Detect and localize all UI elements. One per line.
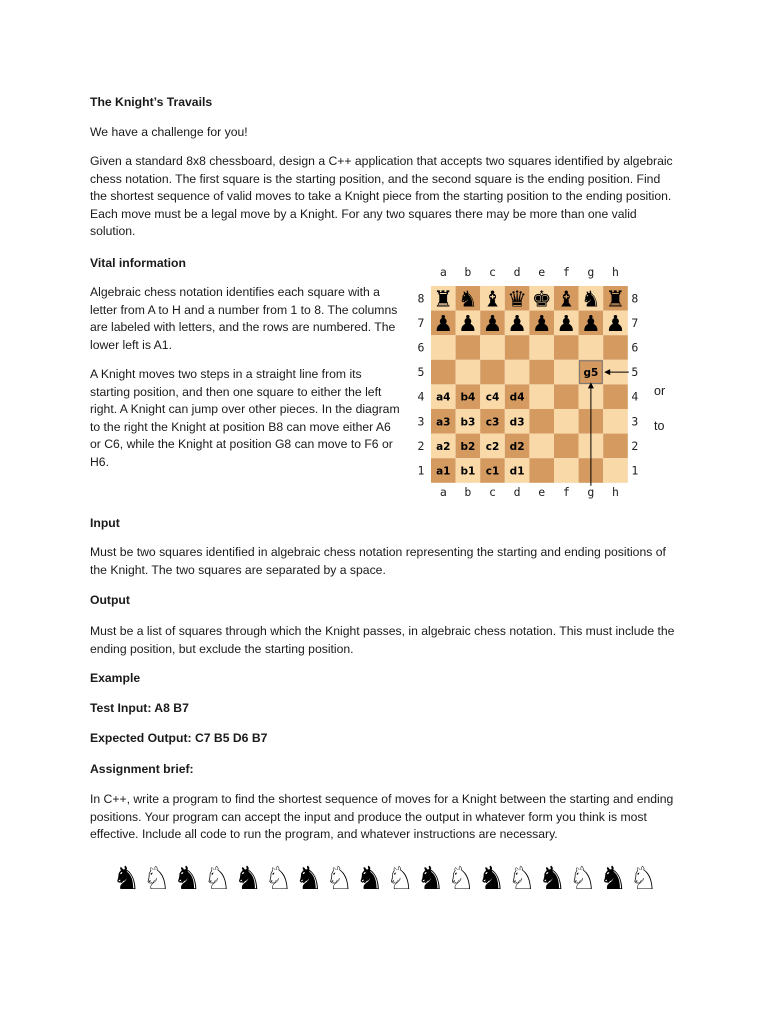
example-heading: Example [90,671,141,685]
square-label-g5: g5 [583,367,599,380]
white-knight-icon: ♘ [446,859,476,897]
chess-piece-g7: ♟ [581,311,601,337]
white-knight-icon: ♘ [264,859,293,897]
board-square-h2 [603,434,628,459]
square-label-d2: d2 [509,440,525,453]
vital-info-heading: Vital information [90,256,186,270]
chess-piece-e7: ♟ [531,311,552,337]
rank-label-right-4: 4 [631,389,639,404]
board-square-c6 [480,335,505,360]
rank-label-right-2: 2 [631,438,639,453]
side-note-or: or [654,384,666,398]
file-label-top-f: f [562,265,570,279]
square-label-a1: a1 [436,465,451,478]
file-label-bottom-g: g [587,484,595,499]
input-paragraph: Must be two squares identified in algebraic chess notation representing the starting and ending positions of the Knight. The two squares are separated by a space. [90,545,666,577]
input-heading: Input [90,516,120,530]
rank-label-left-6: 6 [417,340,425,355]
board-square-f3 [554,409,579,434]
white-knight-icon: ♘ [568,859,598,897]
board-square-h1 [603,458,628,483]
file-label-top-e: e [538,265,546,279]
document-title: The Knight’s Travails [90,95,213,109]
square-label-c1: c1 [485,465,500,478]
chess-piece-a8: ♜ [433,287,454,313]
square-label-d3: d3 [509,416,525,429]
square-label-d1: d1 [509,465,525,478]
file-label-top-a: a [439,265,447,279]
chess-piece-d8: ♛ [507,287,527,313]
black-knight-icon: ♞ [416,859,445,897]
white-knight-icon: ♘ [629,859,658,897]
assignment-brief-paragraph: In C++, write a program to find the shortest sequence of moves for a Knight between the starting and ending positions. Your program can accept the input and produce the output in whatever form you think is most effective. Include all code to run the program, and whatever instructions are necessary. [90,792,674,841]
black-knight-icon: ♞ [172,859,202,897]
rank-label-right-3: 3 [631,414,639,429]
square-label-a2: a2 [436,440,451,453]
knight-icons-row [112,858,658,898]
black-knight-icon: ♞ [355,859,385,897]
chess-piece-d7: ♟ [507,311,527,337]
white-knight-icon: ♘ [507,859,537,897]
square-label-b4: b4 [460,391,476,404]
file-label-bottom-f: f [562,484,570,499]
board-square-h4 [603,384,628,409]
rank-label-left-8: 8 [417,291,425,306]
square-label-b1: b1 [460,465,476,478]
black-knight-icon: ♞ [477,859,506,897]
chess-piece-h8: ♜ [605,287,626,313]
board-square-e2 [529,434,554,459]
board-square-d6 [505,335,530,360]
rank-label-left-2: 2 [417,438,425,453]
rank-label-right-7: 7 [631,315,639,330]
black-knight-icon: ♞ [537,859,567,897]
square-label-a3: a3 [436,416,451,429]
intro-text: We have a challenge for you! [90,125,248,139]
chess-piece-f7: ♟ [556,311,577,337]
file-label-bottom-c: c [489,484,496,499]
board-square-f1 [554,458,579,483]
rank-label-left-3: 3 [417,414,425,429]
side-note-to: to [654,419,665,433]
board-square-b5 [456,360,481,385]
white-knight-icon: ♘ [203,859,232,897]
assignment-brief-heading: Assignment brief: [90,762,194,776]
expected-output-line: Expected Output: C7 B5 D6 B7 [90,731,268,745]
rank-label-left-4: 4 [417,389,425,404]
board-square-f6 [554,335,579,360]
board-square-c5 [480,360,505,385]
board-square-e5 [529,360,554,385]
white-knight-icon: ♘ [142,859,172,897]
board-square-f2 [554,434,579,459]
board-square-b6 [456,335,481,360]
chess-piece-g8: ♞ [581,287,601,313]
chess-piece-h7: ♟ [605,311,626,337]
file-label-bottom-b: b [464,484,472,499]
rank-label-right-8: 8 [631,291,639,306]
chess-piece-b7: ♟ [458,311,478,337]
white-knight-icon: ♘ [385,859,415,897]
rank-label-left-5: 5 [417,365,425,380]
square-label-b3: b3 [460,416,476,429]
file-label-top-c: c [489,265,496,279]
board-square-e4 [529,384,554,409]
description-paragraph: Given a standard 8x8 chessboard, design a C++ application that accepts two squares identified by algebraic chess notation. The first square is the starting position, and the second square is the ending position. Find the shortest sequence of valid moves to take a Knight piece from the starting position to the ending position. Each move must be a legal move by a Knight. For any two squares there may be more than one valid solution. [90,154,673,238]
board-square-e1 [529,458,554,483]
chess-piece-a7: ♟ [433,311,454,337]
chess-piece-c8: ♝ [482,287,503,313]
chess-piece-b8: ♞ [458,287,478,313]
board-square-h6 [603,335,628,360]
board-square-f4 [554,384,579,409]
knight-move-paragraph: A Knight moves two steps in a straight line from its starting position, and then one square to either the left right. A Knight can jump over other pieces. In the diagram to the right the Knight at position B8 can move either A6 or C6, while the Knight at position G8 can move to F6 or H6. [90,367,400,469]
file-label-top-g: g [587,265,595,279]
black-knight-icon: ♞ [233,859,263,897]
file-label-top-d: d [513,265,521,279]
file-label-bottom-d: d [513,484,521,499]
black-knight-icon: ♞ [294,859,324,897]
square-label-b2: b2 [460,440,476,453]
white-knight-icon: ♘ [324,859,354,897]
chess-piece-f8: ♝ [556,287,577,313]
rank-label-left-7: 7 [417,315,425,330]
file-label-top-b: b [464,265,472,279]
rank-label-left-1: 1 [417,463,425,478]
chess-piece-c7: ♟ [482,311,503,337]
board-square-a6 [431,335,456,360]
board-square-e3 [529,409,554,434]
square-label-a4: a4 [436,391,451,404]
file-label-bottom-a: a [439,484,447,499]
output-paragraph: Must be a list of squares through which the Knight passes, in algebraic chess notation. This must include the ending position, but exclude the starting position. [90,624,675,656]
board-square-d5 [505,360,530,385]
square-label-d4: d4 [509,391,525,404]
board-square-g6 [579,335,604,360]
square-label-c4: c4 [485,391,500,404]
rank-label-right-1: 1 [631,463,639,478]
board-square-e6 [529,335,554,360]
black-knight-icon: ♞ [598,859,628,897]
file-label-bottom-h: h [612,484,619,499]
file-label-top-h: h [612,265,619,279]
file-label-bottom-e: e [538,484,546,499]
square-label-c3: c3 [485,416,500,429]
board-square-f5 [554,360,579,385]
notation-paragraph: Algebraic chess notation identifies each square with a letter from A to H and a number from 1 to 8. The columns are labeled with letters, and the rows are numbered. The lower left is A1. [90,285,398,352]
test-input-line: Test Input: A8 B7 [90,701,189,715]
chessboard-diagram [413,264,653,508]
rank-label-right-5: 5 [631,365,639,380]
rank-label-right-6: 6 [631,340,639,355]
chess-piece-e8: ♚ [531,287,552,313]
black-knight-icon: ♞ [112,859,141,897]
board-square-a5 [431,360,456,385]
output-heading: Output [90,593,130,607]
square-label-c2: c2 [485,440,500,453]
board-square-h3 [603,409,628,434]
